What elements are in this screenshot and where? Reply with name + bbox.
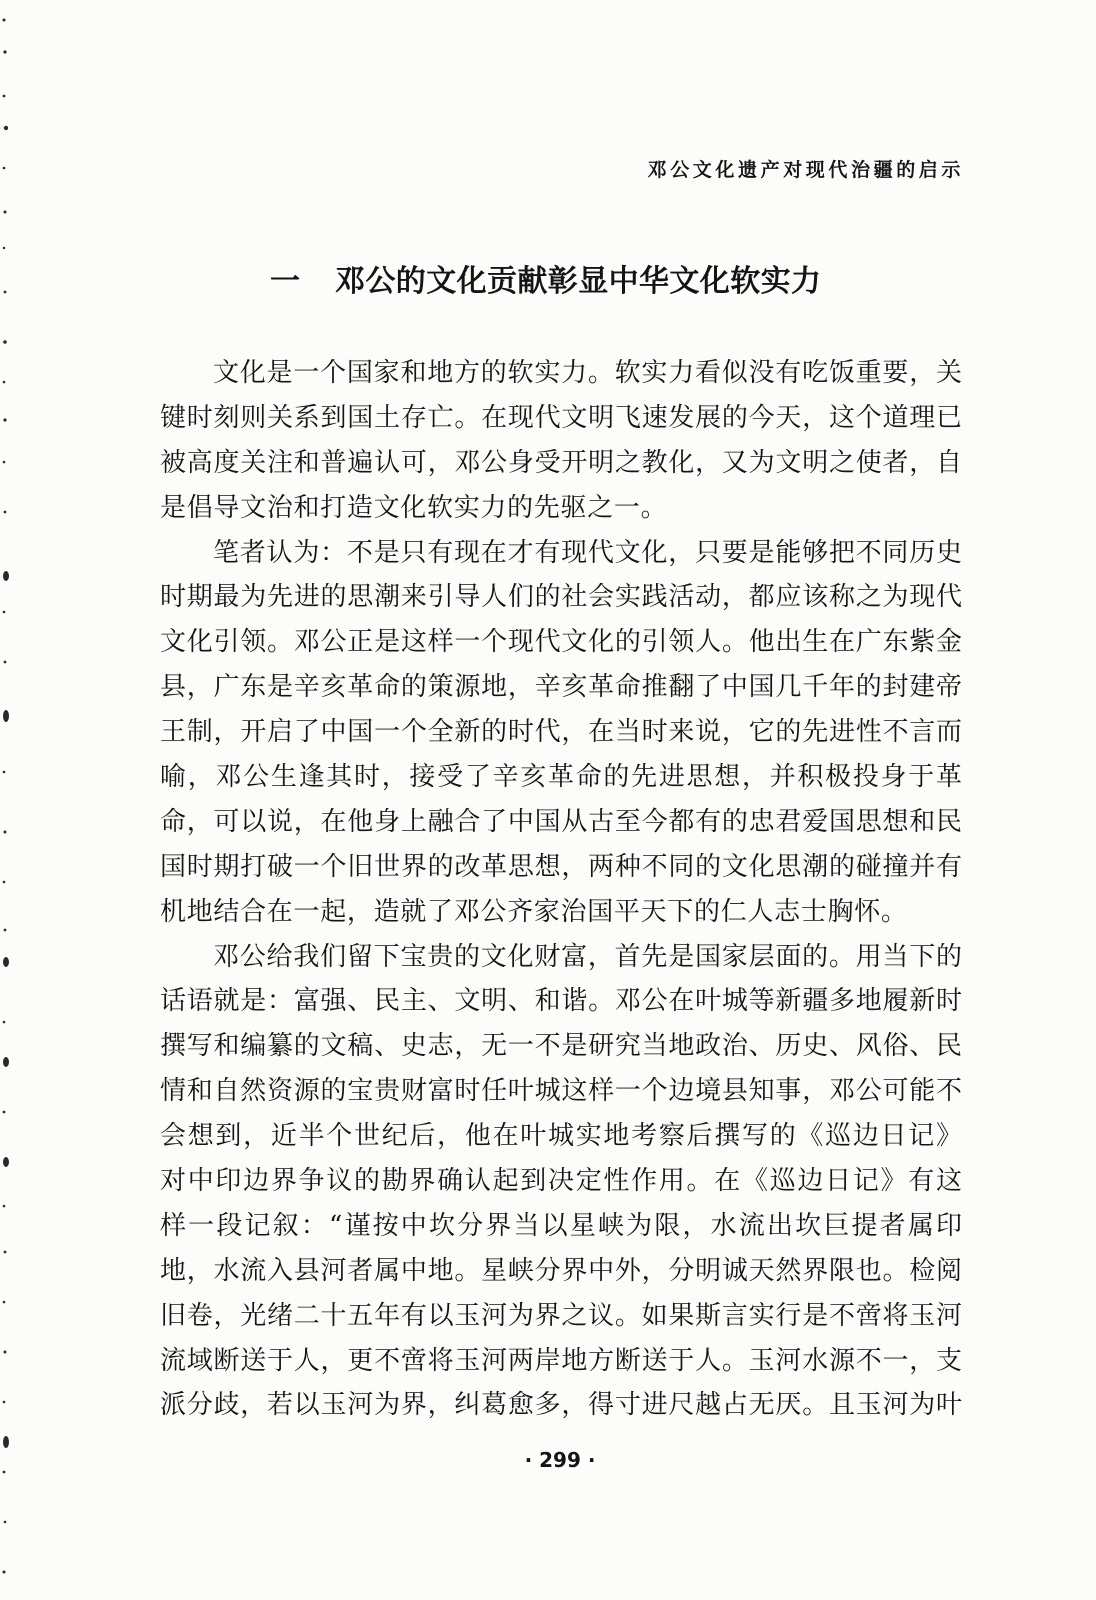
paragraph: [160, 531, 962, 935]
body-line: 文化引领。邓公正是这样一个现代文化的引领人。他出生在广东紫金: [160, 627, 962, 658]
body-line: 被高度关注和普遍认可，邓公身受开明之教化，又为文明之使者，自: [160, 447, 962, 478]
section-title: 邓公的文化贡献彰显中华文化软实力: [335, 264, 822, 299]
body-line: 旧卷，光绪二十五年有以玉河为界之议。如果斯言实行是不啻将玉河: [160, 1300, 962, 1331]
body-line: 机地结合在一起，造就了邓公齐家治国平天下的仁人志士胸怀。: [160, 896, 908, 927]
body-line: 派分歧，若以玉河为界，纠葛愈多，得寸进尺越占无厌。且玉河为叶: [160, 1390, 962, 1421]
body-line: 命，可以说，在他身上融合了中国从古至今都有的忠君爱国思想和民: [160, 806, 962, 837]
body-line: 是倡导文治和打造文化软实力的先驱之一。: [160, 492, 668, 523]
body-line: 撰写和编纂的文稿、史志，无一不是研究当地政治、历史、风俗、民: [160, 1031, 962, 1062]
body-line: 邓公给我们留下宝贵的文化财富，首先是国家层面的。用当下的: [213, 941, 962, 972]
body-line: 对中印边界争议的勘界确认起到决定性作用。在《巡边日记》有这: [160, 1166, 962, 1197]
body-line: 县，广东是辛亥革命的策源地，辛亥革命推翻了中国几千年的封建帝: [160, 672, 962, 703]
page-number: · 299 ·: [524, 1448, 596, 1472]
body-line: 会想到，近半个世纪后，他在叶城实地考察后撰写的《巡边日记》: [160, 1121, 962, 1152]
body-text: [160, 351, 962, 1428]
body-line: 样一段记叙：“谨按中坎分界当以星峡为限，水流出坎巨提者属印: [160, 1210, 962, 1241]
body-line: 笔者认为：不是只有现在才有现代文化，只要是能够把不同历史: [213, 537, 962, 568]
scan-edge-marks: [0, 0, 14, 1600]
body-line: 流域断送于人，更不啻将玉河两岸地方断送于人。玉河水源不一，支: [160, 1345, 962, 1376]
running-header: 邓公文化遗产对现代治疆的启示: [647, 159, 964, 181]
body-line: 国时期打破一个旧世界的改革思想，两种不同的文化思潮的碰撞并有: [160, 851, 962, 882]
body-line: 时期最为先进的思潮来引导人们的社会实践活动，都应该称之为现代: [160, 582, 962, 613]
section-heading: [270, 262, 821, 302]
body-line: 键时刻则关系到国土存亡。在现代文明飞速发展的今天，这个道理已: [160, 402, 962, 433]
body-line: 地，水流入县河者属中地。星峡分界中外，分明诚天然界限也。检阅: [160, 1255, 962, 1286]
body-line: 情和自然资源的宝贵财富时任叶城这样一个边境县知事，邓公可能不: [160, 1076, 962, 1107]
body-line: 王制，开启了中国一个全新的时代，在当时来说，它的先进性不言而: [160, 717, 962, 748]
body-line: 文化是一个国家和地方的软实力。软实力看似没有吃饭重要，关: [213, 358, 962, 388]
body-line: 喻，邓公生逢其时，接受了辛亥革命的先进思想，并积极投身于革: [160, 762, 962, 793]
body-line: 话语就是：富强、民主、文明、和谐。邓公在叶城等新疆多地履新时: [160, 986, 962, 1017]
section-number: 一: [270, 264, 300, 299]
paragraph: [160, 351, 962, 531]
paragraph: [160, 935, 962, 1429]
